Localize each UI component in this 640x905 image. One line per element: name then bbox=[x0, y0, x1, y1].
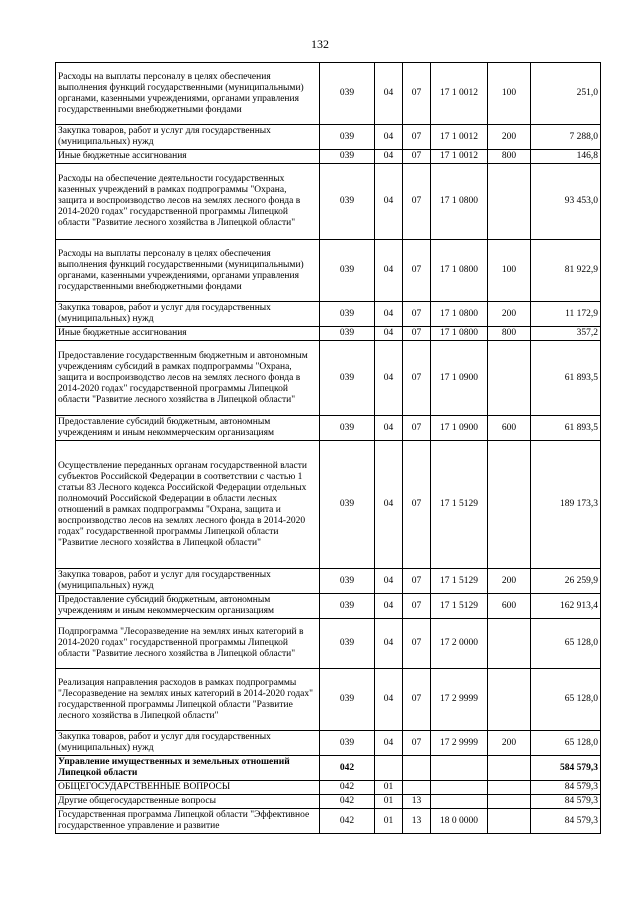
row-target-article: 17 1 0012 bbox=[431, 63, 488, 125]
row-code: 039 bbox=[320, 594, 375, 619]
row-amount: 357,2 bbox=[531, 327, 601, 341]
row-expense-type bbox=[488, 809, 531, 834]
row-target-article: 17 1 0800 bbox=[431, 164, 488, 240]
row-name: Реализация направления расходов в рамках подпрограммы "Лесоразведение на землях иных категорий в 2014-2020 годах" государственной программы Липецкой области "Развитие лесного хозяйства в Липецкой области" bbox=[56, 669, 320, 731]
row-name: Расходы на выплаты персоналу в целях обеспечения выполнения функций государственными (муниципальными) органами, казенными учреждениями, органами управления государственными внебюджетными фондами bbox=[56, 63, 320, 125]
row-target-article bbox=[431, 795, 488, 809]
row-code: 039 bbox=[320, 125, 375, 150]
row-target-article: 17 1 0012 bbox=[431, 150, 488, 164]
row-subsection: 07 bbox=[403, 63, 431, 125]
row-expense-type bbox=[488, 441, 531, 569]
row-section: 04 bbox=[375, 240, 403, 302]
row-code: 039 bbox=[320, 150, 375, 164]
table-row bbox=[56, 63, 601, 125]
row-subsection: 07 bbox=[403, 669, 431, 731]
row-section: 04 bbox=[375, 341, 403, 416]
row-expense-type bbox=[488, 756, 531, 781]
row-code: 039 bbox=[320, 327, 375, 341]
row-expense-type: 600 bbox=[488, 594, 531, 619]
row-subsection: 07 bbox=[403, 416, 431, 441]
row-subsection: 07 bbox=[403, 569, 431, 594]
row-target-article: 17 1 5129 bbox=[431, 594, 488, 619]
row-code: 042 bbox=[320, 809, 375, 834]
row-expense-type bbox=[488, 781, 531, 795]
row-target-article bbox=[431, 756, 488, 781]
row-amount: 84 579,3 bbox=[531, 809, 601, 834]
row-amount: 61 893,5 bbox=[531, 341, 601, 416]
row-code: 039 bbox=[320, 619, 375, 669]
row-section bbox=[375, 756, 403, 781]
table-row bbox=[56, 619, 601, 669]
row-name: Расходы на выплаты персоналу в целях обеспечения выполнения функций государственными (муниципальными) органами, казенными учреждениями, органами управления государственными внебюджетными фондами bbox=[56, 240, 320, 302]
row-expense-type: 100 bbox=[488, 63, 531, 125]
row-expense-type: 200 bbox=[488, 731, 531, 756]
row-name: Предоставление субсидий бюджетным, автономным учреждениям и иным некоммерческим организациям bbox=[56, 416, 320, 441]
table-row bbox=[56, 441, 601, 569]
table-row bbox=[56, 240, 601, 302]
row-section: 04 bbox=[375, 327, 403, 341]
table-row bbox=[56, 756, 601, 781]
row-section: 04 bbox=[375, 164, 403, 240]
row-subsection: 07 bbox=[403, 594, 431, 619]
row-code: 039 bbox=[320, 441, 375, 569]
row-section: 04 bbox=[375, 594, 403, 619]
row-section: 04 bbox=[375, 619, 403, 669]
table-row bbox=[56, 594, 601, 619]
budget-table bbox=[55, 62, 601, 834]
row-expense-type: 100 bbox=[488, 240, 531, 302]
table-row bbox=[56, 150, 601, 164]
row-code: 039 bbox=[320, 63, 375, 125]
row-name: Другие общегосударственные вопросы bbox=[56, 795, 320, 809]
row-name: ОБЩЕГОСУДАРСТВЕННЫЕ ВОПРОСЫ bbox=[56, 781, 320, 795]
row-target-article: 17 2 9999 bbox=[431, 731, 488, 756]
row-subsection: 07 bbox=[403, 240, 431, 302]
table-row bbox=[56, 569, 601, 594]
row-target-article: 17 1 0012 bbox=[431, 125, 488, 150]
row-subsection: 07 bbox=[403, 125, 431, 150]
row-expense-type bbox=[488, 341, 531, 416]
row-name: Предоставление государственным бюджетным и автономным учреждениям субсидий в рамках подпрограммы "Охрана, защита и воспроизводство лесов на землях лесного фонда в 2014-2020 годах" государственной программы Липецкой области "Развитие лесного хозяйства в Липецкой области" bbox=[56, 341, 320, 416]
row-code: 042 bbox=[320, 795, 375, 809]
row-code: 039 bbox=[320, 416, 375, 441]
row-expense-type bbox=[488, 164, 531, 240]
row-code: 042 bbox=[320, 781, 375, 795]
row-amount: 81 922,9 bbox=[531, 240, 601, 302]
row-expense-type bbox=[488, 619, 531, 669]
row-name: Расходы на обеспечение деятельности государственных казенных учреждений в рамках подпрограммы "Охрана, защита и воспроизводство лесов на землях лесного фонда в 2014-2020 годах" государственной программы Липецкой области "Развитие лесного хозяйства в Липецкой области" bbox=[56, 164, 320, 240]
row-amount: 84 579,3 bbox=[531, 781, 601, 795]
row-code: 042 bbox=[320, 756, 375, 781]
row-amount: 251,0 bbox=[531, 63, 601, 125]
row-name: Иные бюджетные ассигнования bbox=[56, 327, 320, 341]
row-amount: 584 579,3 bbox=[531, 756, 601, 781]
row-amount: 65 128,0 bbox=[531, 731, 601, 756]
row-name: Закупка товаров, работ и услуг для государственных (муниципальных) нужд bbox=[56, 302, 320, 327]
row-expense-type: 600 bbox=[488, 416, 531, 441]
row-subsection bbox=[403, 756, 431, 781]
row-code: 039 bbox=[320, 164, 375, 240]
row-section: 04 bbox=[375, 569, 403, 594]
table-row bbox=[56, 302, 601, 327]
row-target-article bbox=[431, 781, 488, 795]
row-subsection: 07 bbox=[403, 164, 431, 240]
row-amount: 61 893,5 bbox=[531, 416, 601, 441]
row-expense-type: 200 bbox=[488, 125, 531, 150]
row-amount: 146,8 bbox=[531, 150, 601, 164]
row-expense-type: 200 bbox=[488, 302, 531, 327]
row-subsection: 07 bbox=[403, 302, 431, 327]
row-section: 04 bbox=[375, 669, 403, 731]
row-name: Закупка товаров, работ и услуг для государственных (муниципальных) нужд bbox=[56, 569, 320, 594]
row-expense-type: 200 bbox=[488, 569, 531, 594]
row-amount: 65 128,0 bbox=[531, 619, 601, 669]
row-subsection bbox=[403, 781, 431, 795]
row-target-article: 17 1 0900 bbox=[431, 416, 488, 441]
row-subsection: 07 bbox=[403, 150, 431, 164]
row-name: Предоставление субсидий бюджетным, автономным учреждениям и иным некоммерческим организациям bbox=[56, 594, 320, 619]
table-row bbox=[56, 341, 601, 416]
row-amount: 65 128,0 bbox=[531, 669, 601, 731]
row-code: 039 bbox=[320, 240, 375, 302]
row-amount: 93 453,0 bbox=[531, 164, 601, 240]
row-target-article: 17 1 5129 bbox=[431, 441, 488, 569]
row-target-article: 17 1 0800 bbox=[431, 302, 488, 327]
row-name: Подпрограмма "Лесоразведение на землях иных категорий в 2014-2020 годах" государственной программы Липецкой области "Развитие лесного хозяйства в Липецкой области" bbox=[56, 619, 320, 669]
row-target-article: 17 1 0800 bbox=[431, 327, 488, 341]
table-row bbox=[56, 781, 601, 795]
row-section: 04 bbox=[375, 416, 403, 441]
row-target-article: 17 1 0800 bbox=[431, 240, 488, 302]
row-expense-type: 800 bbox=[488, 150, 531, 164]
table-row bbox=[56, 669, 601, 731]
row-subsection: 13 bbox=[403, 809, 431, 834]
row-section: 01 bbox=[375, 781, 403, 795]
row-subsection: 07 bbox=[403, 731, 431, 756]
row-subsection: 07 bbox=[403, 441, 431, 569]
row-name: Государственная программа Липецкой области "Эффективное государственное управление и развитие bbox=[56, 809, 320, 834]
row-target-article: 17 1 0900 bbox=[431, 341, 488, 416]
row-amount: 162 913,4 bbox=[531, 594, 601, 619]
row-section: 01 bbox=[375, 809, 403, 834]
row-section: 04 bbox=[375, 125, 403, 150]
table-row bbox=[56, 416, 601, 441]
row-target-article: 18 0 0000 bbox=[431, 809, 488, 834]
row-section: 04 bbox=[375, 441, 403, 569]
row-subsection: 07 bbox=[403, 327, 431, 341]
row-amount: 7 288,0 bbox=[531, 125, 601, 150]
row-section: 04 bbox=[375, 302, 403, 327]
row-amount: 11 172,9 bbox=[531, 302, 601, 327]
row-target-article: 17 1 5129 bbox=[431, 569, 488, 594]
row-name: Иные бюджетные ассигнования bbox=[56, 150, 320, 164]
table-row bbox=[56, 731, 601, 756]
table-row bbox=[56, 327, 601, 341]
row-target-article: 17 2 9999 bbox=[431, 669, 488, 731]
row-code: 039 bbox=[320, 569, 375, 594]
row-section: 01 bbox=[375, 795, 403, 809]
row-amount: 84 579,3 bbox=[531, 795, 601, 809]
table-row bbox=[56, 795, 601, 809]
page-number: 132 bbox=[311, 37, 329, 51]
row-name: Осуществление переданных органам государственной власти субъектов Российской Федерации в соответствии с частью 1 статьи 83 Лесного кодекса Российской Федерации отдельных полномочий Российской Федерации в области лесных отношений в рамках подпрограммы "Охрана, защита и воспроизводство лесов на землях лесного фонда в 2014-2020 годах" государственной программы Липецкой области "Развитие лесного хозяйства в Липецкой области" bbox=[56, 441, 320, 569]
table-row bbox=[56, 164, 601, 240]
row-subsection: 07 bbox=[403, 341, 431, 416]
row-subsection: 13 bbox=[403, 795, 431, 809]
row-name: Управление имущественных и земельных отношений Липецкой области bbox=[56, 756, 320, 781]
row-expense-type bbox=[488, 669, 531, 731]
row-expense-type: 800 bbox=[488, 327, 531, 341]
row-name: Закупка товаров, работ и услуг для государственных (муниципальных) нужд bbox=[56, 125, 320, 150]
row-name: Закупка товаров, работ и услуг для государственных (муниципальных) нужд bbox=[56, 731, 320, 756]
row-code: 039 bbox=[320, 302, 375, 327]
row-subsection: 07 bbox=[403, 619, 431, 669]
row-target-article: 17 2 0000 bbox=[431, 619, 488, 669]
row-section: 04 bbox=[375, 150, 403, 164]
row-expense-type bbox=[488, 795, 531, 809]
table-row bbox=[56, 809, 601, 834]
row-amount: 189 173,3 bbox=[531, 441, 601, 569]
row-code: 039 bbox=[320, 731, 375, 756]
row-section: 04 bbox=[375, 63, 403, 125]
row-section: 04 bbox=[375, 731, 403, 756]
row-code: 039 bbox=[320, 341, 375, 416]
table-row bbox=[56, 125, 601, 150]
row-amount: 26 259,9 bbox=[531, 569, 601, 594]
row-code: 039 bbox=[320, 669, 375, 731]
